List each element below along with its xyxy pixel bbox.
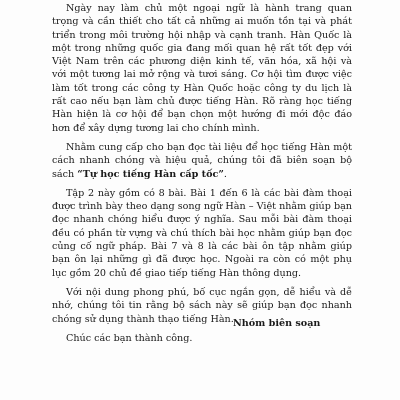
signature: Nhóm biên soạn bbox=[233, 318, 321, 329]
paragraph-intro: Ngày nay làm chủ một ngoại ngữ là hành trang quan trọng và cần thiết cho tất cả những ai muốn tồn tại và phát triển trong môi trường hội nhập và cạnh tranh. Hàn Quốc là một trong những quốc gia đang mối quan hệ rất tốt đẹp với Việt Nam trên các phương diện kinh tế, văn hóa, xã hội và với một tương lai mở rộng và tươi sáng. Cơ hội tìm được việc làm tốt trong các công ty Hàn Quốc hoặc công ty du lịch là rất cao nếu bạn làm chủ được tiếng Hàn. Rõ ràng học tiếng Hàn hiện là cơ hội để bạn chọn một hướng đi mới độc đáo hơn để xây dựng tương lai cho chính mình. bbox=[52, 3, 352, 134]
paragraph-purpose bbox=[52, 141, 352, 181]
paragraph-contents: Tập 2 này gồm có 8 bài. Bài 1 đến 6 là các bài đàm thoại được trình bày theo dạng song ngữ Hàn – Việt nhằm giúp bạn đọc nhanh chóng hiểu được ý nghĩa. Sau mỗi bài đàm thoại đều có phần từ vựng và chú thích bài học nhằm giúp bạn đọc củng cố ngữ pháp. Bài 7 và 8 là các bài ôn tập nhằm giúp bạn ôn lại những gì đã được học. Ngoài ra còn có một phụ lục gồm 20 chủ đề giao tiếp tiếng Hàn thông dụng. bbox=[52, 187, 352, 279]
book-title: “Tự học tiếng Hàn cấp tốc” bbox=[77, 168, 224, 180]
paragraph-purpose-start: Nhằm cung cấp cho bạn đọc tài liệu để học tiếng Hàn một cách nhanh chóng và hiệu quả, chúng tôi đã biên soạn bộ sách bbox=[52, 141, 352, 180]
paragraph-benefits: Với nội dung phong phú, bố cục ngắn gọn, dễ hiểu và dễ nhớ, chúng tôi tin rằng bộ sách này sẽ giúp bạn đọc nhanh chóng sử dụng thành thạo tiếng Hàn. bbox=[52, 286, 352, 325]
preface-text bbox=[52, 2, 352, 355]
paragraph-purpose-end: . bbox=[223, 168, 227, 180]
paragraph-closing: Chúc các bạn thành công. bbox=[66, 332, 193, 344]
